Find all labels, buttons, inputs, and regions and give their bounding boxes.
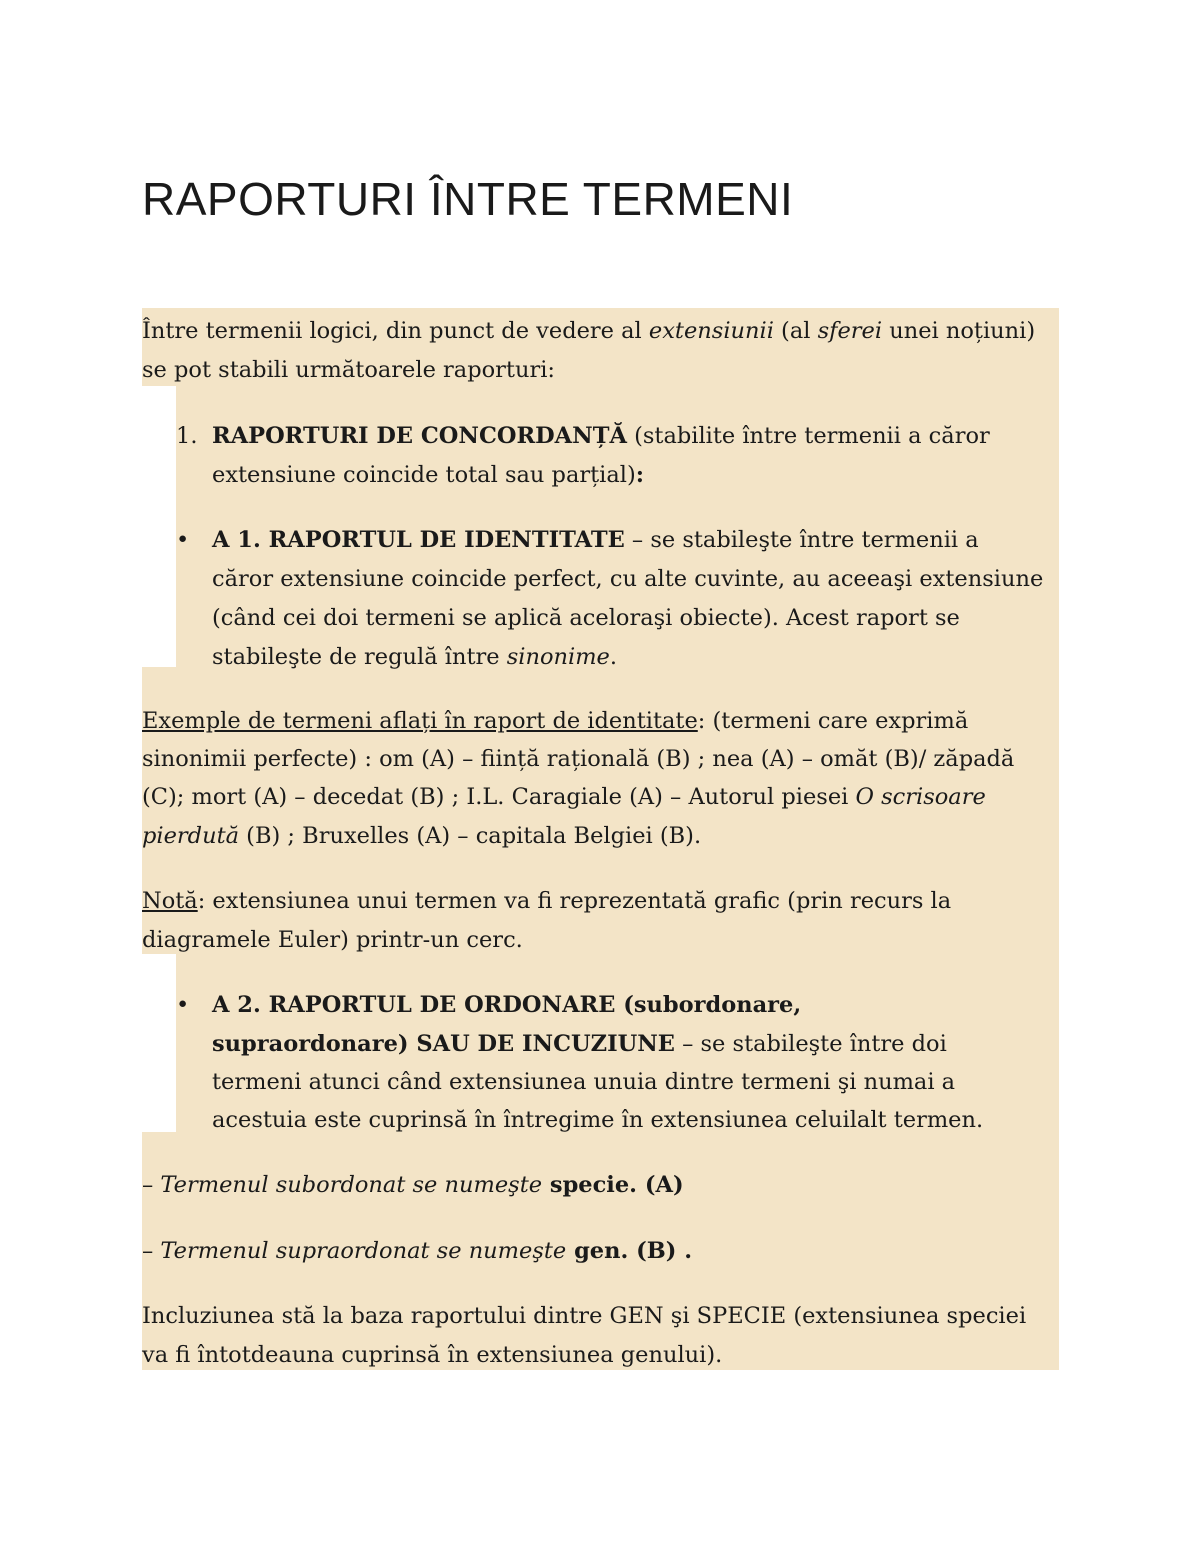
concordance-heading: RAPORTURI DE CONCORDANȚĂ [212, 423, 627, 449]
conclusion-line-2: va fi întotdeauna cuprinsă în extensiunea genului). [142, 1342, 723, 1368]
bullet2-line-2: supraordonare) SAU DE INCUZIUNE – se stabileşte între doi [212, 1031, 947, 1057]
examples-line-3: (C); mort (A) – decedat (B) ; I.L. Caragiale (A) – Autorul piesei O scrisoare [142, 784, 986, 810]
term-sferei: sferei [817, 318, 883, 344]
page-title: RAPORTURI ÎNTRE TERMENI [142, 173, 794, 225]
bullet1-line-1: A 1. RAPORTUL DE IDENTITATE – se stabileşte între termenii a [212, 527, 979, 553]
bullet-icon: • [176, 527, 190, 553]
conclusion-line-1: Incluziunea stă la baza raportului dintre GEN şi SPECIE (extensiunea speciei [142, 1303, 1027, 1329]
list-number-1: 1. [176, 423, 198, 449]
examples-line-4: pierdută (B) ; Bruxelles (A) – capitala Belgiei (B). [142, 823, 702, 849]
bullet1-line-4: stabileşte de regulă între sinonime. [212, 644, 618, 670]
note-label: Notă [142, 888, 198, 914]
examples-label: Exemple de termeni aflați în raport de identitate [142, 708, 698, 734]
bullet-icon: • [176, 992, 190, 1018]
genus-line: – Termenul supraordonat se numeşte gen. (B) . [142, 1238, 693, 1264]
examples-line-1: Exemple de termeni aflați în raport de identitate: (termeni care exprimă [142, 708, 969, 734]
bullet2-line-1: A 2. RAPORTUL DE ORDONARE (subordonare, [212, 992, 802, 1018]
examples-line-2: sinonimii perfecte) : om (A) – ființă rațională (B) ; nea (A) – omăt (B)/ zăpadă [142, 746, 1015, 772]
term-extensiunii: extensiunii [648, 318, 774, 344]
numbered-item-line-2: extensiune coincide total sau parțial): [212, 462, 645, 488]
note-line-1: Notă: extensiunea unui termen va fi reprezentată grafic (prin recurs la [142, 888, 952, 914]
bullet1-line-2: căror extensiune coincide perfect, cu alte cuvinte, au aceeaşi extensiune [212, 566, 1044, 592]
bullet1-line-3: (când cei doi termeni se aplică aceloraşi obiecte). Acest raport se [212, 605, 960, 631]
identity-heading: A 1. RAPORTUL DE IDENTITATE [212, 527, 625, 553]
intro-line-1: Între termenii logici, din punct de vedere al extensiunii (al sferei unei noțiuni) [142, 318, 1036, 344]
bullet2-line-4: acestuia este cuprinsă în întregime în extensiunea celuilalt termen. [212, 1107, 984, 1133]
bullet2-line-3: termeni atunci când extensiunea unuia dintre termeni şi numai a [212, 1069, 956, 1095]
species-line: – Termenul subordonat se numeşte specie. (A) [142, 1172, 684, 1198]
note-line-2: diagramele Euler) printr-un cerc. [142, 927, 523, 953]
numbered-item-line-1: RAPORTURI DE CONCORDANȚĂ (stabilite între termenii a căror [212, 423, 990, 449]
intro-line-2: se pot stabili următoarele raporturi: [142, 357, 555, 383]
